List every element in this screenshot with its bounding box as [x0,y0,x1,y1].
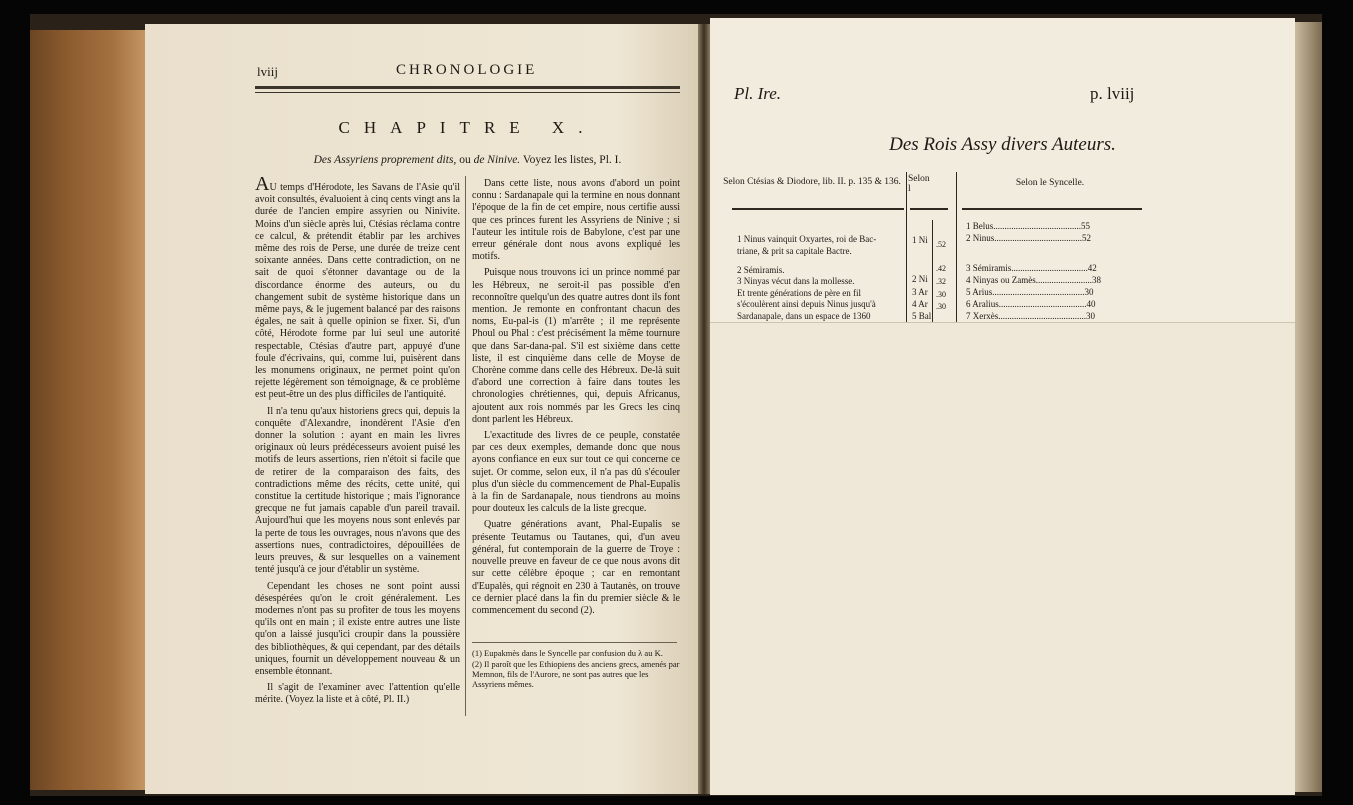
text-column-left [255,176,460,716]
text-column-right [472,178,680,648]
column-header-syncelle: Selon le Syncelle. [1015,178,1085,188]
chapter-subtitle [255,154,680,166]
page-edges-left [30,30,148,790]
plate-row: Et trente générations de père en fil [737,288,861,298]
page-edges-right [1295,22,1322,792]
plate-row: s'écoulèrent ainsi depuis Ninus jusqu'à [737,299,876,309]
plate-row: 5 Bal [912,311,932,321]
chapter-heading: CHAPITRE X. [338,118,597,137]
plate-row: 3 Ninyas vécut dans la mollesse. [737,276,855,286]
plate-row: 1 Belus.......................................55 [966,221,1091,231]
plate-row: 7 Xerxès.......................................30 [966,311,1095,321]
plate-row: Sardanapale, dans un espace de 1360 [737,311,871,321]
paragraph: L'exactitude des livres de ce peuple, constatée par ces deux exemples, demande donc que nous ayons confiance en eux sur tout ce qui concerne ce sujet. Or comme, selon eux, il n'a pas dû s'écouler plus d'un siècle du commencement de Phal-Eupalis à la fin de Sardanapale, nous tiendrons au moins pour douteux les calculs de la liste grecque. [472,430,680,515]
table-divider [906,172,907,322]
page-number: lviij [257,64,278,79]
footnote: (1) Eupakmès dans le Syncelle par confusion du λ au K. [472,648,663,658]
header-rule [255,86,680,89]
paragraph: Dans cette liste, nous avons d'abord un point connu : Sardanapale qui la termine en nous donnant l'époque de la fin de cet empire, nous certifie aussi que ces princes furent les Assyriens de Ninive ; si l'auteur les intitule rois de Babylone, c'est par une erreur générale dont nous avons expliqué les motifs. [472,178,680,263]
plate-row: 1 Ni [912,235,928,245]
plate-fold [710,322,1295,795]
plate-row: triane, & prit sa capitale Bactre. [737,246,852,256]
subtitle-mid: ou [456,154,474,166]
plate-row: 3 Ar [912,287,928,297]
table-divider [932,220,933,322]
book-gutter [698,24,710,794]
header-rule-thin [255,92,680,93]
footnote: (2) Il paroît que les Ethiopiens des anciens grecs, amenés par Memnon, fils de l'Aurore, ne sont pas autres que les Assyriens mêmes. [472,659,680,689]
table-rule [732,208,904,210]
subtitle-italic-2: de Ninive. [473,154,521,166]
plate-row: 4 Ninyas ou Zamès.........................38 [966,275,1101,285]
drop-cap: A [255,176,270,195]
plate-row: 6 Aralius.......................................40 [966,299,1096,309]
paragraph: Quatre générations avant, Phal-Eupalis se présente Teutamus ou Tautanes, qui, d'un aveu général, fut contemporain de la guerre de Troye : nouvelle preuve en faveur de ce que nous avons dit sur cette célèbre époque ; car en remontant d'Eupalès, qui régnoit en 230 à Tautanès, on trouve ce dernier placé dans la fin du premier siècle & le commencement du second (2). [472,519,680,616]
plate-row: 2 Sémiramis. [737,265,785,275]
table-divider [956,172,957,322]
paragraph: Puisque nous trouvons ici un prince nommé par les Hébreux, ne seroit-il pas possible d'en reconnoître quelqu'un des quatre autres dont ils font mention. Je remonte en confrontant chacun des noms, Eu-pal-is (1) m'arrête ; il me représente Phoul ou Phal : c'est précisément la même tournure que dans Sar-dana-pal. S'il est sixième dans cette liste, il est cinquième dans celle de Moyse de Chorène comme dans celle des Hébreux. De-là suit d'abord une correction à faire dans toutes les chronologies chrétiennes, qui, depuis Africanus, ajoutent aux rois nommés par les Grecs les cinq dont parlent les Hébreux. [472,267,680,425]
plate-label: Pl. Ire. [734,84,782,103]
table-rule [910,208,948,210]
paragraph: Cependant les choses ne sont point aussi désespérées qu'on le croit généralement. Les modernes n'ont pas su profiter de tous les moyens qu'ils ont en main ; il existe entre autres une liste qu'on a laissé jusqu'ici croupir dans la poussière des bibliothèques, & qui cependant, par des détails uniques, fournit un développement nouveau & un ensemble étonnant. [255,580,460,677]
plate-row: 2 Ninus.......................................52 [966,233,1092,243]
plate-title: Des Rois Assy divers Auteurs. [889,134,1116,155]
footnotes [472,648,680,690]
paragraph-text: U temps d'Hérodote, les Savans de l'Asie qu'il avoit consultés, évaluoient à cinq cents vingt ans la durée de l'ancien empire assyrien ou Ninivite. Moins d'un siècle après lui, Ctésias réclama contre ce calcul, & prétendit établir par les archives même des rois de Perse, une durée de treize cent soixante années. Dans cette contradiction, on ne sait de quoi s'étonner davantage ou de la discordance énorme des auteurs, ou du changement subit de système historique dans un même pays, & le jugement balancé par des raisons égales, ne sait à quelle opinion se fixer. Si, d'un côté, Hérodote forme par lui seul une autorité respectable, Ctésias d'autre part, appuyé d'une foule d'écrivains, qui, comme lui, puisèrent dans les monumens originaux, ne permet point qu'on rejette légèrement son témoignage, & ce problème est peut-être un des plus difficiles de l'antiquité. [255,182,460,401]
column-header-second: Selon l [908,174,930,194]
subtitle-end: Voyez les listes, Pl. I. [520,154,622,166]
running-title: CHRONOLOGIE [396,62,538,78]
plate-row: 2 Ni [912,274,928,284]
plate-page-number: p. lviij [1090,84,1135,103]
plate-number: .30 [936,302,946,311]
plate-row: 4 Ar [912,299,928,309]
plate-row: 5 Arius.........................................30 [966,287,1094,297]
column-divider [465,176,466,716]
column-header-ctesias: Selon Ctésias & Diodore, lib. II. p. 135 & 136. [723,177,901,187]
plate-row: 3 Sémiramis..................................42 [966,263,1097,273]
footnote-rule [472,642,677,643]
plate-number: .30 [936,290,946,299]
plate-row: 1 Ninus vainquit Oxyartes, roi de Bac- [737,234,877,244]
plate-number: .42 [936,264,946,273]
plate-number: .52 [936,240,946,249]
paragraph: Il s'agit de l'examiner avec l'attention qu'elle mérite. (Voyez la liste et à côté, Pl. II.) [255,682,460,706]
plate-number: .32 [936,277,946,286]
table-rule [962,208,1142,210]
paragraph [255,176,460,402]
paragraph: Il n'a tenu qu'aux historiens grecs qui, depuis la conquête d'Alexandre, inondèrent l'Asie d'en donner la solution : ayant en main les livres originaux où leurs prédécesseurs avoient puisé les motifs de leurs assertions, rien n'étoit si facile que de retirer de la comparaison des faits, des contradictions même des récits, cette unité, qui constitue la certitude historique ; mais l'ignorance grecque ne fut jamais capable d'un pareil travail. Aujourd'hui que les moyens nous sont enlevés par la perte de tous les ouvrages, nous n'avons que des assertions nues, contradictoires, dépouillées de leurs preuves, & sur lesquelles on a vainement tenté jusqu'à ce jour d'établir un système. [255,405,460,576]
subtitle-italic: Des Assyriens proprement dits, [313,154,457,166]
